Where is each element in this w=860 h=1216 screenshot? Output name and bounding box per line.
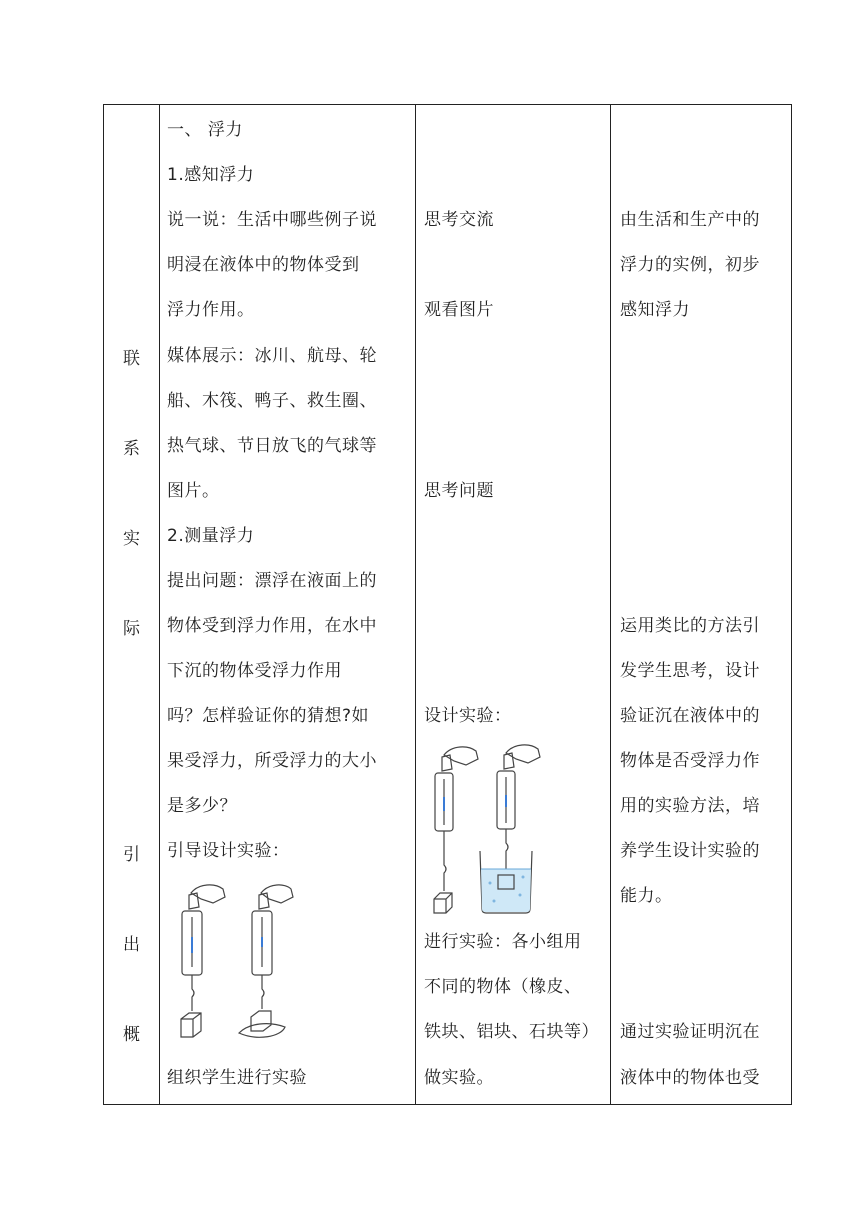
row-label-char: 概: [123, 1025, 140, 1045]
intent-line: 由生活和生产中的: [620, 210, 760, 230]
row-label-char: 引: [123, 845, 140, 865]
question-line: 果受浮力，所受浮力的大小: [167, 751, 377, 771]
spring-scale-illustration: [169, 881, 299, 1041]
column-divider: [159, 105, 160, 1104]
media-line: 媒体展示：冰川、航母、轮: [167, 346, 377, 366]
student-line: 设计实验：: [424, 706, 512, 726]
student-line: 思考问题: [424, 481, 494, 501]
question-line: 提出问题：漂浮在液面上的: [167, 571, 377, 591]
intent-line: 发学生思考，设计: [620, 661, 760, 681]
student-activity-cell: [424, 105, 609, 1105]
organize-line: 组织学生进行实验: [167, 1068, 307, 1088]
intent-line: 感知浮力: [620, 300, 690, 320]
beaker-experiment-illustration: [428, 745, 553, 915]
guide-line: 引导设计实验：: [167, 841, 290, 861]
row-label-cell: [104, 105, 159, 1105]
conduct-line: 进行实验：各小组用: [424, 932, 582, 952]
section-heading: 一、 浮力: [167, 120, 243, 140]
row-label-char: 实: [123, 529, 140, 549]
prompt-line: 浮力作用。: [167, 300, 255, 320]
teacher-activity-cell: [167, 105, 412, 1105]
conduct-line: 不同的物体（橡皮、: [424, 977, 582, 997]
student-line: 观看图片: [424, 300, 494, 320]
subsection-heading: 1.感知浮力: [167, 165, 255, 185]
intent-line: 用的实验方法，培: [620, 796, 760, 816]
conduct-line: 做实验。: [424, 1068, 494, 1088]
column-divider: [415, 105, 416, 1104]
column-divider: [610, 105, 611, 1104]
design-intent-cell: [620, 105, 790, 1105]
intent-line: 养学生设计实验的: [620, 841, 760, 861]
subsection-heading: 2.测量浮力: [167, 526, 255, 546]
intent-line: 验证沉在液体中的: [620, 706, 760, 726]
intent-line: 液体中的物体也受: [620, 1068, 760, 1088]
question-line: 是多少？: [167, 796, 237, 816]
question-line: 物体受到浮力作用，在水中: [167, 616, 377, 636]
conduct-line: 铁块、铝块、石块等）: [424, 1022, 599, 1042]
intent-line: 物体是否受浮力作: [620, 751, 760, 771]
student-line: 思考交流: [424, 210, 494, 230]
row-label-char: 出: [123, 935, 140, 955]
intent-line: 运用类比的方法引: [620, 616, 760, 636]
row-label-char: 际: [123, 619, 140, 639]
row-label-char: 系: [123, 439, 140, 459]
question-line: 下沉的物体受浮力作用: [167, 661, 342, 681]
prompt-line: 说一说：生活中哪些例子说: [167, 210, 377, 230]
media-line: 船、木筏、鸭子、救生圈、: [167, 391, 377, 411]
media-line: 图片。: [167, 481, 220, 501]
intent-line: 浮力的实例，初步: [620, 255, 760, 275]
prompt-line: 明浸在液体中的物体受到: [167, 255, 360, 275]
media-line: 热气球、节日放飞的气球等: [167, 436, 377, 456]
intent-line: 通过实验证明沉在: [620, 1022, 760, 1042]
question-line: 吗？怎样验证你的猜想?如: [167, 706, 370, 726]
row-label-char: 联: [123, 349, 140, 369]
intent-line: 能力。: [620, 886, 673, 906]
lesson-table: [103, 104, 792, 1105]
